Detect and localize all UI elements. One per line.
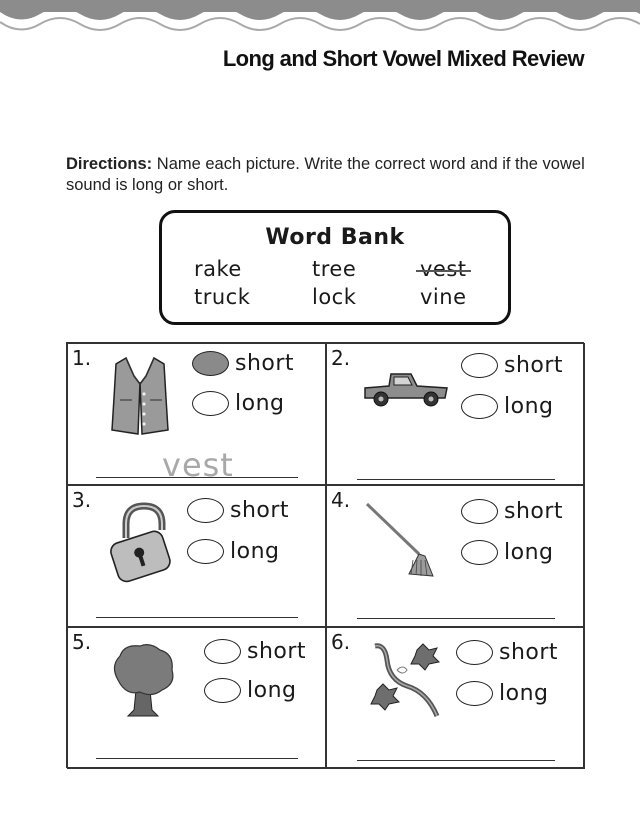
answer-bubble[interactable] — [461, 394, 498, 419]
short-label: short — [504, 499, 564, 524]
long-option[interactable] — [192, 391, 284, 416]
answer-bubble[interactable] — [461, 353, 498, 378]
answer-line[interactable] — [96, 758, 298, 759]
long-label: long — [247, 678, 297, 703]
answer-bubble[interactable] — [187, 498, 224, 523]
exercise-cell-1 — [67, 343, 326, 485]
answer-bubble[interactable] — [461, 540, 498, 565]
tree-icon — [108, 642, 178, 720]
item-number: 3. — [72, 488, 92, 512]
short-option[interactable] — [204, 639, 306, 664]
long-option[interactable] — [456, 681, 548, 706]
answer-bubble[interactable] — [204, 678, 241, 703]
word-bank-word-crossed: vest — [420, 257, 467, 281]
answer-line[interactable] — [357, 618, 555, 619]
exercise-cell-5 — [67, 627, 326, 769]
long-label: long — [230, 539, 280, 564]
page-title: Long and Short Vowel Mixed Review — [222, 46, 584, 71]
short-label: short — [499, 640, 559, 665]
answer-bubble[interactable] — [461, 499, 498, 524]
answer-bubble[interactable] — [456, 640, 493, 665]
directions — [66, 154, 586, 196]
short-option[interactable] — [461, 499, 563, 524]
exercise-cell-3 — [67, 485, 326, 627]
long-label: long — [504, 394, 554, 419]
traced-answer: vest — [162, 446, 234, 484]
long-label: long — [499, 681, 549, 706]
item-number: 1. — [72, 346, 92, 370]
long-option[interactable] — [187, 539, 279, 564]
answer-bubble[interactable] — [187, 539, 224, 564]
answer-bubble[interactable] — [204, 639, 241, 664]
word-bank-word: tree — [312, 257, 357, 281]
short-label: short — [504, 353, 564, 378]
long-label: long — [504, 540, 554, 565]
vine-icon — [367, 640, 447, 724]
exercise-grid — [66, 342, 584, 768]
long-label: long — [235, 391, 285, 416]
lock-icon — [106, 500, 178, 584]
item-number: 6. — [331, 630, 351, 654]
item-number: 5. — [72, 630, 92, 654]
directions-label: Directions: — [66, 155, 153, 173]
long-option[interactable] — [461, 540, 553, 565]
answer-line[interactable] — [357, 760, 555, 761]
word-bank-word: lock — [312, 285, 357, 309]
short-option[interactable] — [187, 498, 289, 523]
answer-bubble-filled[interactable] — [192, 351, 229, 376]
answer-bubble[interactable] — [456, 681, 493, 706]
answer-line[interactable] — [96, 477, 298, 478]
word-bank-word: vine — [420, 285, 467, 309]
short-label: short — [235, 351, 295, 376]
top-wave-border — [0, 0, 640, 40]
truck-icon — [361, 366, 451, 410]
short-label: short — [247, 639, 307, 664]
word-bank-word: truck — [194, 285, 251, 309]
short-option[interactable] — [456, 640, 558, 665]
vest-icon — [108, 354, 172, 438]
rake-icon — [363, 500, 443, 580]
answer-line[interactable] — [357, 479, 555, 480]
item-number: 2. — [331, 346, 351, 370]
word-bank-title: Word Bank — [265, 225, 405, 250]
exercise-cell-4 — [326, 485, 585, 627]
long-option[interactable] — [461, 394, 553, 419]
directions-text: Name each picture. Write the correct word and if the vowel sound is long or short. — [66, 155, 585, 194]
exercise-cell-6 — [326, 627, 585, 769]
word-bank — [159, 210, 511, 325]
answer-bubble[interactable] — [192, 391, 229, 416]
word-bank-word: rake — [194, 257, 242, 281]
short-label: short — [230, 498, 290, 523]
exercise-cell-2 — [326, 343, 585, 485]
answer-line[interactable] — [96, 617, 298, 618]
long-option[interactable] — [204, 678, 296, 703]
short-option[interactable] — [192, 351, 294, 376]
item-number: 4. — [331, 488, 351, 512]
short-option[interactable] — [461, 353, 563, 378]
